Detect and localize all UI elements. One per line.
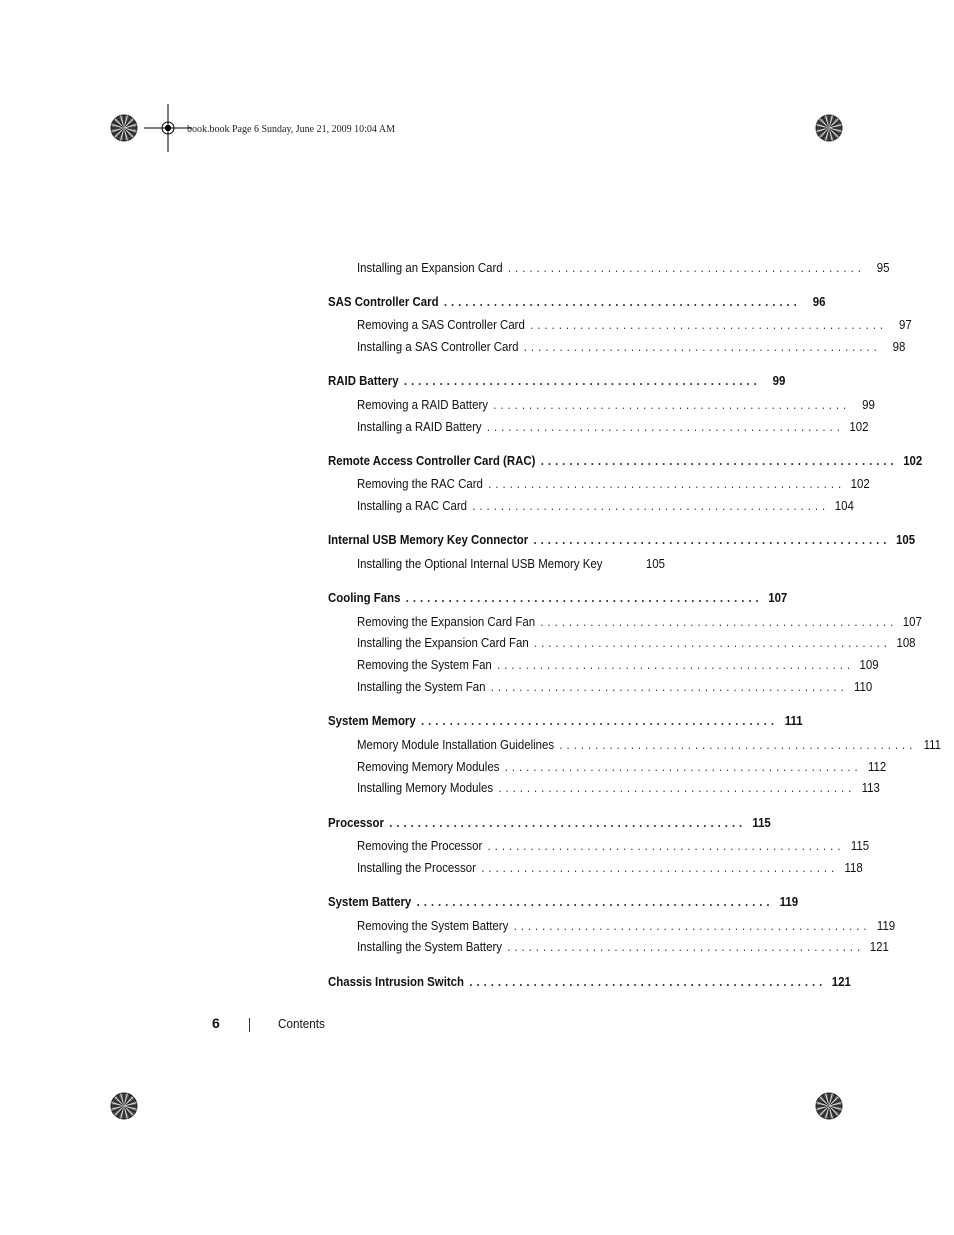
toc-entry[interactable]: Removing a RAID Battery .................................................. 99 xyxy=(357,397,875,412)
toc-entry[interactable]: Removing a SAS Controller Card .................................................. 97 xyxy=(357,317,912,332)
toc-entry[interactable]: RAID Battery .................................................. 99 xyxy=(328,373,786,388)
toc-entry[interactable] xyxy=(357,555,665,573)
toc-entry-page: 115 xyxy=(752,815,771,830)
toc-entry-title: Installing the System Fan xyxy=(357,679,486,694)
toc-entry-title: Installing a SAS Controller Card xyxy=(357,339,519,354)
toc-entry-page: 96 xyxy=(812,294,826,309)
toc-entry-title: Processor xyxy=(328,815,384,830)
footer-divider xyxy=(249,1018,250,1032)
toc-entry[interactable]: Processor .................................................. 115 xyxy=(328,815,771,830)
toc-entry-page: 118 xyxy=(844,860,863,875)
toc-entry-page: 105 xyxy=(895,532,916,547)
toc-entry-title: Removing a SAS Controller Card xyxy=(357,317,525,332)
toc-entry-page: 102 xyxy=(849,419,869,434)
toc-entry-page: 102 xyxy=(903,453,923,468)
toc-entry-page: 99 xyxy=(862,397,875,412)
toc-entry-page: 107 xyxy=(768,590,788,605)
toc-entry-page: 119 xyxy=(779,894,799,909)
toc-entry-title: Cooling Fans xyxy=(328,590,401,605)
toc-entry-title: Removing the System Fan xyxy=(357,657,492,672)
toc-entry[interactable]: Installing an Expansion Card .................................................. 95 xyxy=(357,260,890,275)
toc-entry-page: 105 xyxy=(645,556,665,571)
toc-entry-page: 121 xyxy=(831,974,851,989)
toc-entry-page: 110 xyxy=(854,679,873,694)
print-slug: book.book Page 6 Sunday, June 21, 2009 10:04 AM xyxy=(187,124,395,135)
toc-entry-page: 102 xyxy=(850,476,870,491)
toc-entry[interactable]: Removing the Processor .................................................. 115 xyxy=(357,838,870,853)
toc-entry-page: 115 xyxy=(850,838,870,853)
toc-entry[interactable]: Installing a RAID Battery .................................................. 102 xyxy=(357,419,869,434)
toc-entry[interactable]: Memory Module Installation Guidelines .................................................. 111 xyxy=(357,737,941,752)
toc-entry-title: Removing a RAID Battery xyxy=(357,397,488,412)
toc-entry[interactable]: Installing a RAC Card .................................................. 104 xyxy=(357,498,854,513)
toc-entry-title: Installing the System Battery xyxy=(357,939,502,954)
toc-entry[interactable]: Removing Memory Modules .................................................. 112 xyxy=(357,759,887,774)
toc-entry-title: Chassis Intrusion Switch xyxy=(328,974,465,989)
toc-entry-page: 121 xyxy=(869,939,889,954)
toc-entry-page: 111 xyxy=(923,737,941,752)
toc-entry-title: Installing a RAC Card xyxy=(357,498,467,513)
toc-entry-title: Installing Memory Modules xyxy=(357,780,494,795)
toc-entry[interactable]: Installing the Processor .................................................. 118 xyxy=(357,860,863,875)
toc-entry[interactable]: Removing the System Fan .................................................. 109 xyxy=(357,657,879,672)
toc-entry-page: 113 xyxy=(861,780,880,795)
toc-entry-title: System Battery xyxy=(328,894,412,909)
toc-entry[interactable]: Installing Memory Modules .................................................. 113 xyxy=(357,780,880,795)
toc-entry[interactable]: Installing a SAS Controller Card .................................................. 98 xyxy=(357,339,906,354)
footer-section-label: Contents xyxy=(278,1016,325,1031)
toc-entry[interactable]: Internal USB Memory Key Connector .................................................. 105 xyxy=(328,532,916,547)
toc-entry-title: SAS Controller Card xyxy=(328,294,439,309)
toc-entry[interactable]: Removing the System Battery .................................................. 119 xyxy=(357,918,896,933)
toc-entry-page: 119 xyxy=(876,918,896,933)
toc-entry-title: Installing a RAID Battery xyxy=(357,419,482,434)
toc-entry-page: 104 xyxy=(834,498,854,513)
toc-entry-page: 98 xyxy=(892,339,906,354)
toc-entry[interactable]: Installing the System Battery .................................................. 121 xyxy=(357,939,889,954)
toc-entry[interactable]: Installing the System Fan .................................................. 110 xyxy=(357,679,873,694)
toc-entry-title: Internal USB Memory Key Connector xyxy=(328,532,529,547)
toc-entry-title: System Memory xyxy=(328,713,416,728)
toc-entry-title: Installing an Expansion Card xyxy=(357,260,503,275)
toc-entry-page: 95 xyxy=(876,260,890,275)
toc-entry-title: Removing the RAC Card xyxy=(357,476,483,491)
toc-entry-page: 112 xyxy=(868,759,887,774)
toc-entry[interactable]: Removing the RAC Card .................................................. 102 xyxy=(357,476,870,491)
toc-entry-title: Removing the Expansion Card Fan xyxy=(357,614,536,629)
toc-entry[interactable]: SAS Controller Card .................................................. 96 xyxy=(328,294,826,309)
toc-entry-page: 97 xyxy=(898,317,912,332)
toc-entry[interactable]: Chassis Intrusion Switch .................................................. 121 xyxy=(328,974,851,989)
toc-entry-page: 99 xyxy=(772,373,786,388)
page-number: 6 xyxy=(212,1015,220,1031)
toc-entry[interactable]: System Memory .................................................. 111 xyxy=(328,713,803,728)
toc-entry-title: RAID Battery xyxy=(328,373,399,388)
toc-entry-page: 111 xyxy=(784,713,803,728)
toc-entry-title: Installing the Expansion Card Fan xyxy=(357,635,529,650)
toc-entry[interactable]: Remote Access Controller Card (RAC) .................................................. 102 xyxy=(328,453,923,468)
toc-entry-title: Removing the System Battery xyxy=(357,918,509,933)
toc-entry-title: Removing the Processor xyxy=(357,838,483,853)
toc-entry[interactable]: Cooling Fans .................................................. 107 xyxy=(328,590,788,605)
toc-entry[interactable]: System Battery .................................................. 119 xyxy=(328,894,799,909)
toc-entry-title: Installing the Processor xyxy=(357,860,476,875)
toc-entry-title: Memory Module Installation Guidelines xyxy=(357,737,555,752)
toc-entry[interactable]: Installing the Expansion Card Fan .................................................. 108 xyxy=(357,635,916,650)
toc-entry-title: Installing the Optional Internal USB Memory Key xyxy=(357,556,603,571)
toc-entry-title: Remote Access Controller Card (RAC) xyxy=(328,453,536,468)
toc-entry[interactable]: Removing the Expansion Card Fan .................................................. 107 xyxy=(357,614,922,629)
toc-entry-page: 108 xyxy=(896,635,916,650)
toc-entry-title: Removing Memory Modules xyxy=(357,759,500,774)
toc-entry-page: 109 xyxy=(859,657,879,672)
toc-entry-page: 107 xyxy=(902,614,922,629)
